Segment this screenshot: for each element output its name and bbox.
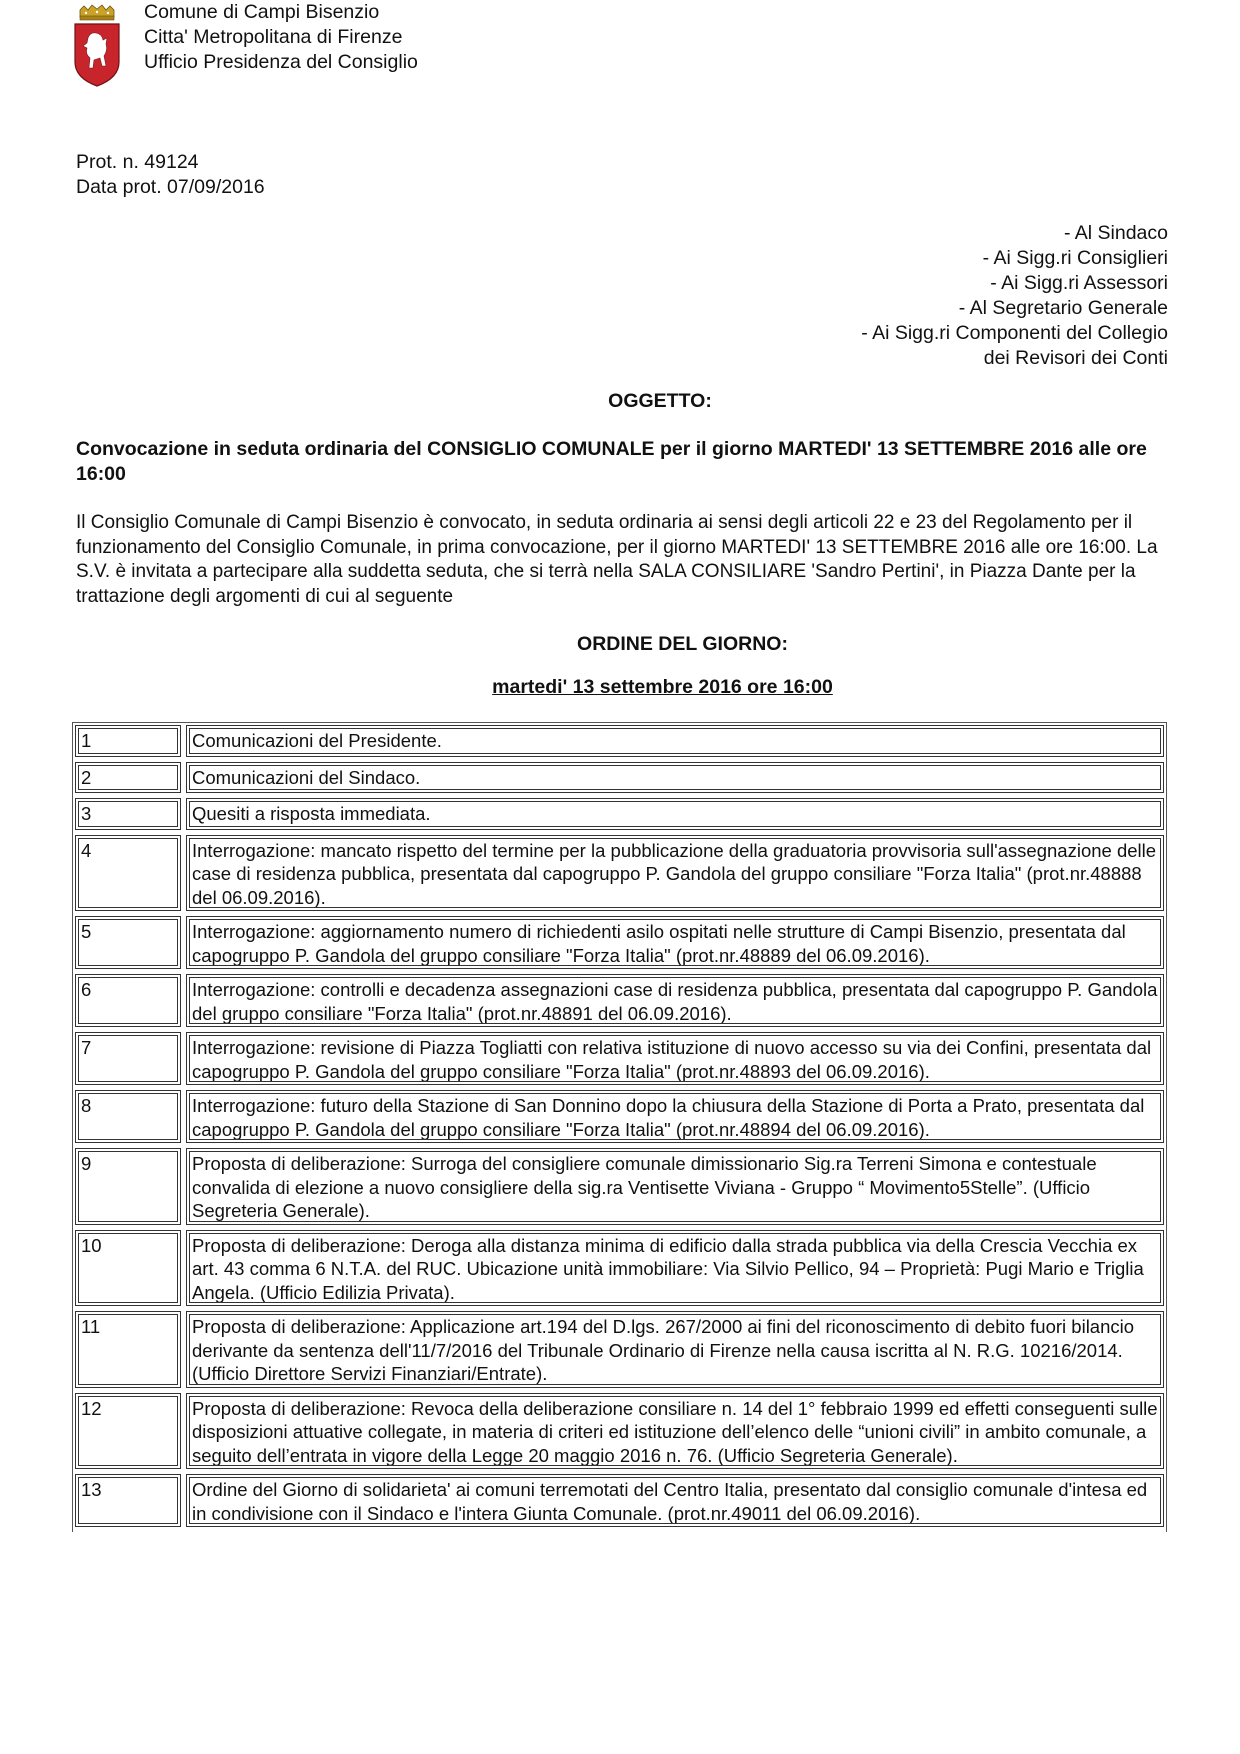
table-row bbox=[75, 1090, 1164, 1143]
recipient: dei Revisori dei Conti bbox=[983, 347, 1168, 369]
recipient: - Al Segretario Generale bbox=[958, 297, 1168, 319]
protocol-number: Prot. n. 49124 bbox=[76, 151, 199, 173]
agenda-item-number: 5 bbox=[75, 916, 181, 969]
agenda-item-text: Comunicazioni del Presidente. bbox=[186, 725, 1164, 757]
recipient: - Ai Sigg.ri Consiglieri bbox=[982, 247, 1168, 269]
agenda-item-number: 4 bbox=[75, 835, 181, 912]
recipients-list bbox=[861, 221, 1168, 371]
table-row bbox=[75, 762, 1164, 794]
agenda-item-text: Proposta di deliberazione: Revoca della deliberazione consiliare n. 14 del 1° febbraio 1999 ed effetti conseguenti sulle disposizioni attuative collegate, in materia di criteri ed istituzione dell’elenco delle “unioni civili” in ambito comunale, a seguito dell’entrata in vigore della Legge 20 maggio 2016 n. 76. (Ufficio Segreteria Generale). bbox=[186, 1393, 1164, 1470]
issuer-header bbox=[144, 0, 418, 75]
table-row bbox=[75, 725, 1164, 757]
session-date-heading bbox=[0, 676, 1240, 699]
issuer-line: Ufficio Presidenza del Consiglio bbox=[144, 51, 418, 73]
table-row bbox=[75, 1148, 1164, 1225]
agenda-item-text: Interrogazione: controlli e decadenza assegnazioni case di residenza pubblica, presentata dal capogruppo P. Gandola del gruppo consiliare "Forza Italia" (prot.nr.48891 del 06.09.2016). bbox=[186, 974, 1164, 1027]
protocol-date: Data prot. 07/09/2016 bbox=[76, 176, 265, 198]
agenda-item-text: Proposta di deliberazione: Deroga alla distanza minima di edificio dalla strada pubblica via della Crescia Vecchia ex art. 43 comma 6 N.T.A. del RUC. Ubicazione unità immobiliare: Via Silvio Pellico, 94 – Proprietà: Pugi Mario e Triglia Angela. (Ufficio Edilizia Privata). bbox=[186, 1230, 1164, 1307]
ordine-label: ORDINE DEL GIORNO: bbox=[577, 633, 788, 655]
agenda-item-number: 2 bbox=[75, 762, 181, 794]
agenda-item-text: Interrogazione: futuro della Stazione di San Donnino dopo la chiusura della Stazione di Porta a Prato, presentata dal capogruppo P. Gandola del gruppo consiliare "Forza Italia" (prot.nr.48894 del 06.09.2016). bbox=[186, 1090, 1164, 1143]
subject-text: Convocazione in seduta ordinaria del CONSIGLIO COMUNALE per il giorno MARTEDI' 13 SETTEMBRE 2016 alle ore 16:00 bbox=[76, 438, 1147, 485]
agenda-item-text: Proposta di deliberazione: Surroga del consigliere comunale dimissionario Sig.ra Terreni Simona e contestuale convalida di elezione a nuovo consigliere della sig.ra Ventisette Viviana - Gruppo “ Movimento5Stelle”. (Ufficio Segreteria Generale). bbox=[186, 1148, 1164, 1225]
municipal-crest-icon bbox=[72, 4, 122, 88]
agenda-item-text: Interrogazione: aggiornamento numero di richiedenti asilo ospitati nelle strutture di Campi Bisenzio, presentata dal capogruppo P. Gandola del gruppo consiliare "Forza Italia" (prot.nr.48889 del 06.09.2016). bbox=[186, 916, 1164, 969]
table-row bbox=[75, 1311, 1164, 1388]
agenda-item-number: 3 bbox=[75, 798, 181, 830]
agenda-item-number: 11 bbox=[75, 1311, 181, 1388]
agenda-item-number: 13 bbox=[75, 1474, 181, 1527]
agenda-item-number: 1 bbox=[75, 725, 181, 757]
agenda-item-text: Interrogazione: mancato rispetto del termine per la pubblicazione della graduatoria provvisoria sull'assegnazione delle case di residenza pubblica, presentata dal capogruppo P. Gandola del gruppo consiliare "Forza Italia" (prot.nr.48888 del 06.09.2016). bbox=[186, 835, 1164, 912]
agenda-item-text: Comunicazioni del Sindaco. bbox=[186, 762, 1164, 794]
agenda-item-number: 6 bbox=[75, 974, 181, 1027]
agenda-item-text: Interrogazione: revisione di Piazza Togliatti con relativa istituzione di nuovo accesso su via dei Confini, presentata dal capogruppo P. Gandola del gruppo consiliare "Forza Italia" (prot.nr.48893 del 06.09.2016). bbox=[186, 1032, 1164, 1085]
table-row bbox=[75, 1474, 1164, 1527]
recipient: - Al Sindaco bbox=[1063, 222, 1168, 244]
agenda-item-number: 10 bbox=[75, 1230, 181, 1307]
body-paragraph: Il Consiglio Comunale di Campi Bisenzio è convocato, in seduta ordinaria ai sensi degli articoli 22 e 23 del Regolamento per il funzionamento del Consiglio Comunale, in prima convocazione, per il giorno MARTEDI' 13 SETTEMBRE 2016 alle ore 16:00. La S.V. è invitata a partecipare alla suddetta seduta, che si terrà nella SALA CONSILIARE 'Sandro Pertini', in Piazza Dante per la trattazione degli argomenti di cui al seguente bbox=[76, 512, 1158, 607]
oggetto-label: OGGETTO: bbox=[608, 390, 712, 412]
crown-icon bbox=[80, 5, 114, 20]
agenda-table bbox=[72, 722, 1167, 1532]
agenda-item-number: 9 bbox=[75, 1148, 181, 1225]
agenda-item-text: Quesiti a risposta immediata. bbox=[186, 798, 1164, 830]
table-row bbox=[75, 916, 1164, 969]
ordine-del-giorno-heading bbox=[0, 633, 1240, 656]
issuer-line: Comune di Campi Bisenzio bbox=[144, 1, 380, 23]
agenda-item-text: Ordine del Giorno di solidarieta' ai comuni terremotati del Centro Italia, presentato dal consiglio comunale d'intesa ed in condivisione con il Sindaco e l'intera Giunta Comunale. (prot.nr.49011 del 06.09.2016). bbox=[186, 1474, 1164, 1527]
recipient: - Ai Sigg.ri Assessori bbox=[990, 272, 1168, 294]
protocol-block bbox=[76, 150, 265, 200]
table-row bbox=[75, 1393, 1164, 1470]
table-row bbox=[75, 1032, 1164, 1085]
table-row bbox=[75, 974, 1164, 1027]
agenda-item-number: 8 bbox=[75, 1090, 181, 1143]
agenda-item-text: Proposta di deliberazione: Applicazione art.194 del D.lgs. 267/2000 ai fini del riconoscimento di debito fuori bilancio derivante da sentenza dell'11/7/2016 del Tribunale Ordinario di Firenze nella causa iscritta al N. R.G. 10216/2014. (Ufficio Direttore Servizi Finanziari/Entrate). bbox=[186, 1311, 1164, 1388]
table-row bbox=[75, 798, 1164, 830]
table-row bbox=[75, 835, 1164, 912]
agenda-item-number: 7 bbox=[75, 1032, 181, 1085]
table-row bbox=[75, 1230, 1164, 1307]
issuer-line: Citta' Metropolitana di Firenze bbox=[144, 26, 403, 48]
session-date: martedi' 13 settembre 2016 ore 16:00 bbox=[492, 676, 833, 698]
oggetto-heading bbox=[0, 390, 1240, 413]
agenda-item-number: 12 bbox=[75, 1393, 181, 1470]
recipient: - Ai Sigg.ri Componenti del Collegio bbox=[861, 322, 1168, 344]
